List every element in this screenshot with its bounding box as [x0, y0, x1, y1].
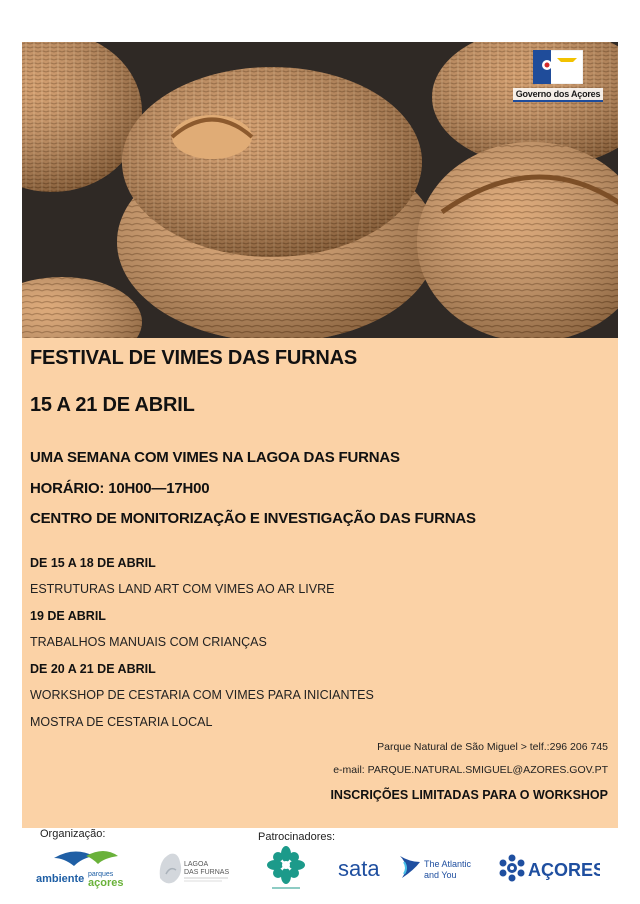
wicker-baskets-photo	[22, 42, 618, 338]
event-dates: 15 A 21 DE ABRIL	[30, 394, 195, 416]
lagoa-das-furnas-logo	[156, 848, 234, 890]
sata-word: sata	[338, 856, 380, 881]
program-activity-1: ESTRUTURAS LAND ART COM VIMES AO AR LIVRE	[30, 582, 335, 596]
program-date-3: DE 20 A 21 DE ABRIL	[30, 662, 156, 676]
program-activity-3b: MOSTRA DE CESTARIA LOCAL	[30, 715, 213, 729]
flower-emblem-icon	[266, 846, 306, 892]
parques-word: parques	[88, 871, 114, 878]
program-activity-2: TRABALHOS MANUAIS COM CRIANÇAS	[30, 635, 267, 649]
governo-acores-text: Governo dos Açores	[513, 88, 604, 102]
ambiente-parques-acores-logo	[34, 844, 134, 892]
contact-email-label: e-mail:	[333, 764, 368, 776]
ambiente-parques-acores-mark	[34, 844, 134, 892]
sata-tagline-1: The Atlantic	[424, 859, 472, 869]
workshop-notice: INSCRIÇÕES LIMITADAS PARA O WORKSHOP	[330, 788, 608, 802]
acores-mark	[498, 852, 600, 884]
program-date-1: DE 15 A 18 DE ABRIL	[30, 556, 156, 570]
sponsors-label: Patrocinadores:	[258, 831, 336, 843]
sata-tagline-2: and You	[424, 870, 457, 880]
sata-logo	[336, 850, 476, 886]
intro-line-schedule: HORÁRIO: 10H00—17H00	[30, 480, 210, 497]
intro-line-venue: CENTRO DE MONITORIZAÇÃO E INVESTIGAÇÃO DAS FURNAS	[30, 510, 476, 527]
governo-acores-logo	[502, 50, 614, 106]
contact-phone: Parque Natural de São Miguel > telf.:296 206 745	[377, 741, 608, 753]
contact-email-link[interactable]: PARQUE.NATURAL.SMIGUEL@AZORES.GOV.PT	[367, 764, 608, 776]
azores-flag-icon	[533, 50, 583, 84]
flower-emblem-logo	[266, 846, 306, 892]
program-activity-3a: WORKSHOP DE CESTARIA COM VIMES PARA INICIANTES	[30, 688, 374, 702]
ambiente-word: ambiente	[36, 873, 85, 885]
acores-logo	[498, 852, 600, 884]
organization-label: Organização:	[40, 828, 106, 840]
contact-email-line	[333, 764, 608, 776]
intro-line-week: UMA SEMANA COM VIMES NA LAGOA DAS FURNAS	[30, 449, 400, 466]
lagoa-das-furnas-mark	[156, 848, 234, 890]
event-title: FESTIVAL DE VIMES DAS FURNAS	[30, 347, 358, 369]
poster	[22, 42, 618, 828]
acores-wordmark: AÇORES	[528, 860, 600, 880]
das-furnas-word: DAS FURNAS	[184, 869, 230, 876]
lagoa-word: LAGOA	[184, 861, 209, 868]
acores-word: açores	[88, 877, 124, 889]
sata-mark	[336, 850, 476, 886]
program-date-2: 19 DE ABRIL	[30, 609, 106, 623]
